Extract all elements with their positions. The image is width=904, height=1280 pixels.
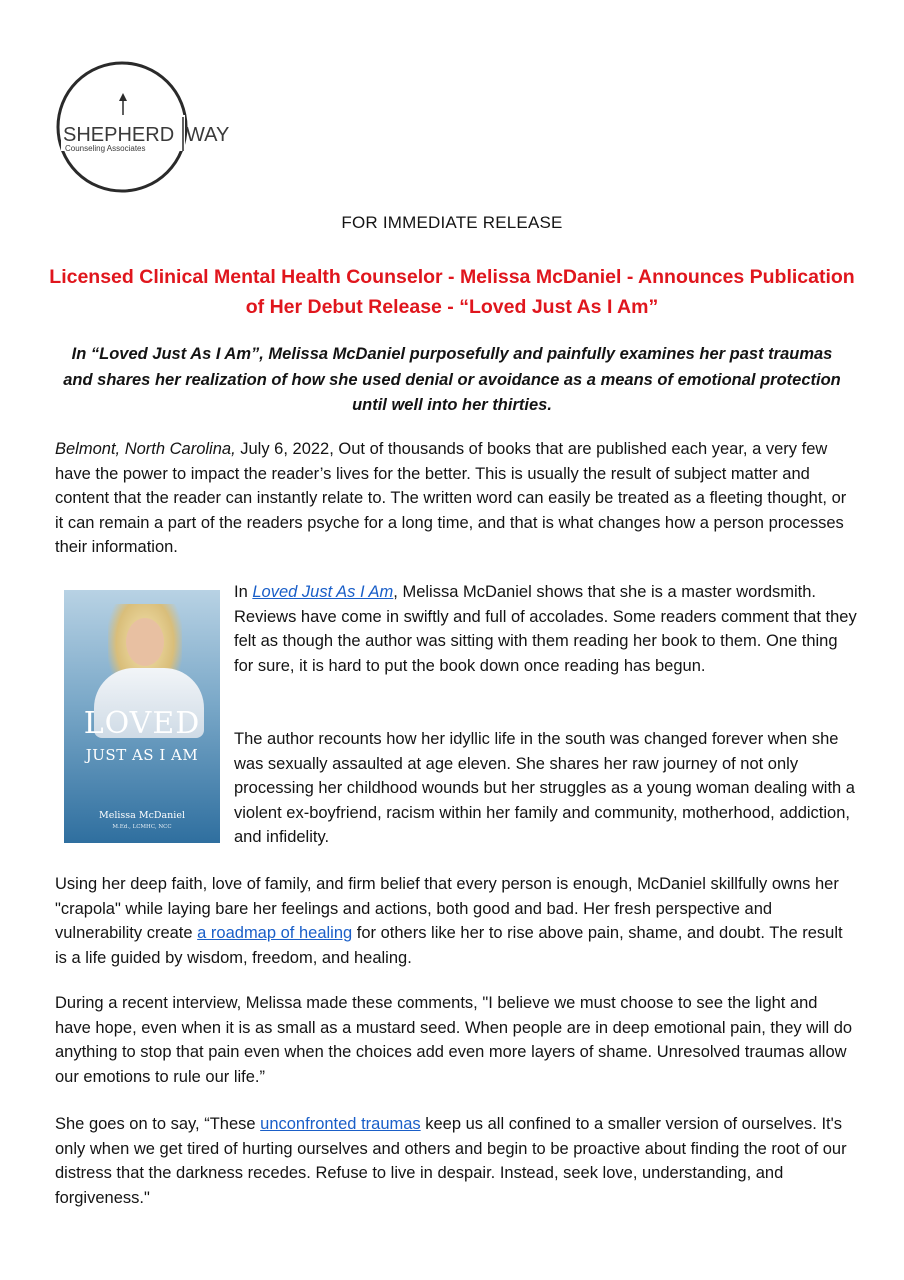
paragraph-faith: Using her deep faith, love of family, and firm belief that every person is enough, McDaniel skillfully owns her "crapola" while laying bare her feelings and actions, both good and bad. Her fresh perspective and vulnerability create a roadmap of healing for others like her to rise above pain, shame, and doubt. The result is a life guided by wisdom, freedom, and healing.: [55, 875, 843, 967]
paragraph-quote: She goes on to say, “These unconfronted traumas keep us all confined to a smaller version of ourselves. It's only when we get tired of hurting ourselves and others and begin to be proactive about finding the root of our distress that the darkness recedes. Refuse to live in despair. Instead, seek love, understanding, and forgiveness.": [55, 1115, 847, 1207]
book-title-line2: JUST AS I AM: [85, 746, 199, 764]
logo-name-left: SHEPHERD: [63, 124, 175, 146]
unconfronted-traumas-link[interactable]: unconfronted traumas: [260, 1115, 421, 1133]
book-title-link[interactable]: Loved Just As I Am: [252, 583, 394, 601]
paragraph-intro: [55, 437, 855, 560]
paragraph-interview: During a recent interview, Melissa made these comments, "I believe we must choose to see the light and have hope, even when it is as small as a mustard seed. When people are in deep emotional pain, they will do anything to stop that pain even when the choices add even more layers of shame. Unresolved traumas allow our emotions to rule our life.”: [55, 994, 853, 1086]
dateline-location: Belmont, North Carolina,: [55, 440, 236, 458]
roadmap-of-healing-link[interactable]: a roadmap of healing: [197, 924, 353, 942]
paragraph-recount: The author recounts how her idyllic life in the south was changed forever when she was sexually assaulted at age eleven. She shares her raw journey of not only processing her childhood wounds but her struggles as a young woman dealing with a violent ex-boyfriend, racism within her family and community, motherhood, addiction, and infidelity.: [234, 730, 855, 846]
book-author: Melissa McDaniel: [98, 810, 185, 821]
paragraph-intro-text: July 6, 2022, Out of thousands of books that are published each year, a very few have the power to impact the reader’s lives for the better. This is usually the result of subject matter and content that the reader can instantly relate to. The written word can easily be treated as a fleeting thought, or it can remain a part of the readers psyche for a long time, and that is what changes how a person processes their information.: [55, 440, 847, 556]
logo-subtitle: Counseling Associates: [65, 144, 146, 153]
book-credentials: M.Ed., LCMHC, NCC: [112, 824, 172, 830]
release-label: FOR IMMEDIATE RELEASE: [341, 213, 563, 232]
paragraph-book: In Loved Just As I Am, Melissa McDaniel shows that she is a master wordsmith. Reviews have come in swiftly and full of accolades. Some readers comment that they felt as though the author was sitting with them reading her book to them. One thing for sure, it is hard to put the book down once reading has begun.: [234, 583, 857, 675]
logo-name-right: WAY: [186, 124, 230, 146]
headline: Licensed Clinical Mental Health Counselor - Melissa McDaniel - Announces Publication of Her Debut Release - “Loved Just As I Am”: [49, 266, 855, 318]
book-cover-image: [64, 590, 220, 843]
book-title-line1: LOVED: [83, 706, 201, 741]
shepherd-way-logo: [55, 55, 240, 200]
subheadline: In “Loved Just As I Am”, Melissa McDaniel purposefully and painfully examines her past traumas and shares her realization of how she used denial or avoidance as a means of emotional protection until well into her thirties.: [63, 345, 841, 414]
